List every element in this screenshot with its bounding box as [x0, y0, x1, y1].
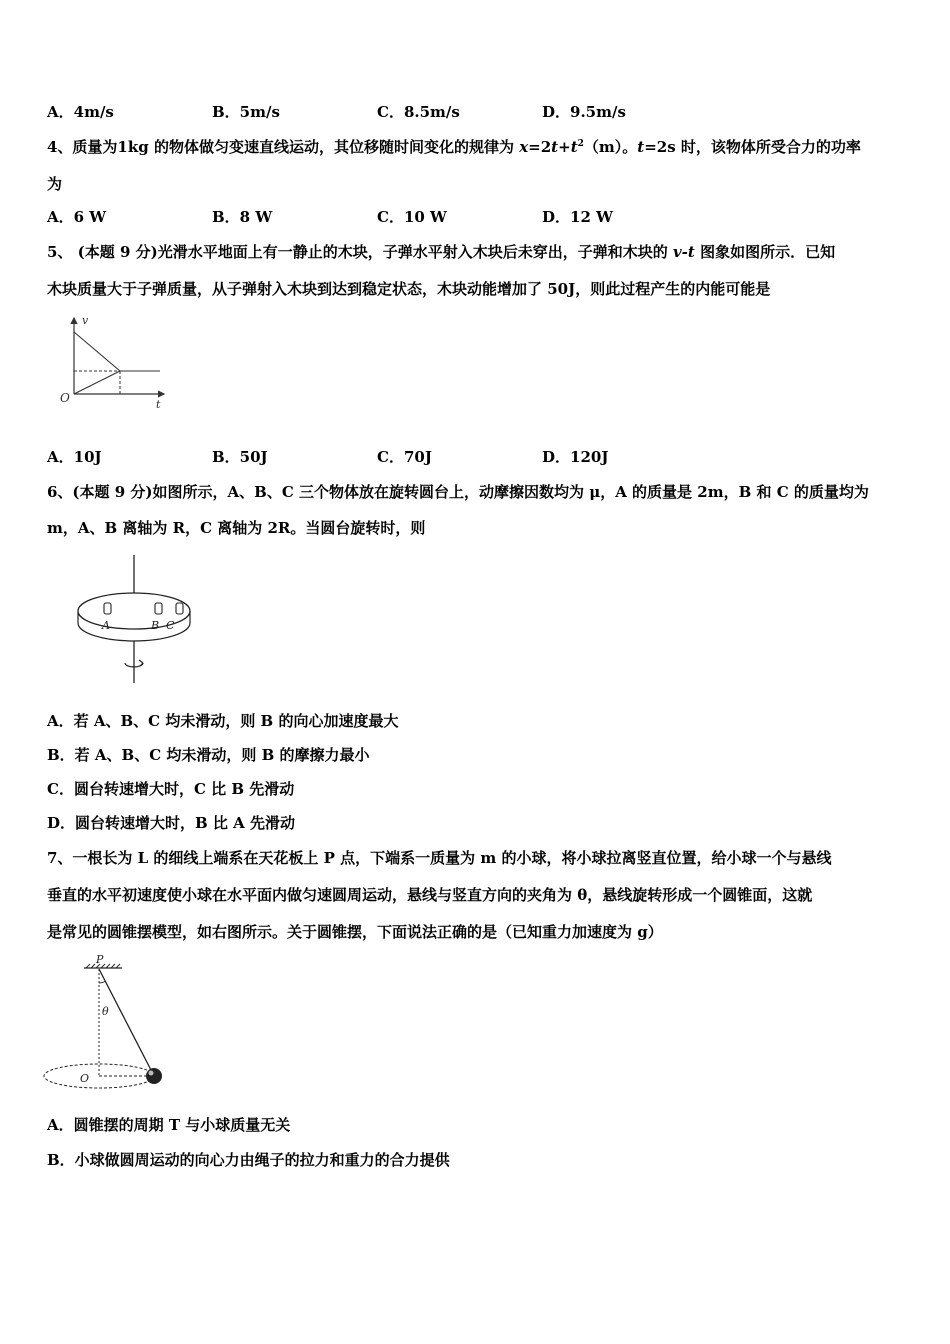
q7-option-b: B．小球做圆周运动的向心力由绳子的拉力和重力的合力提供: [47, 1151, 450, 1169]
q4-option-d: D．12 W: [542, 208, 613, 226]
q5-v-label: v: [82, 314, 89, 327]
q7-angle-arc: [99, 981, 106, 983]
q5-t-label: t: [156, 398, 161, 411]
q4-option-b: B．8 W: [212, 208, 273, 226]
q7-ball: [146, 1068, 162, 1084]
q6-label-c: C: [166, 619, 175, 632]
q7-string: [99, 969, 152, 1072]
q7-theta-label: θ: [102, 1005, 109, 1018]
q4-stem-line2: 为: [47, 175, 63, 193]
q7-conical-pendulum-figure: [40, 952, 170, 1094]
q5-vt-graph: [52, 312, 172, 412]
q3-option-a: A．4m/s: [47, 103, 114, 121]
q6-stem-line2: m，A、B 离轴为 R，C 离轴为 2R。当圆台旋转时，则: [47, 519, 426, 537]
q7-stem-line2: 垂直的水平初速度使小球在水平面内做匀速圆周运动，悬线与竖直方向的夹角为 θ，悬线旋转形成一个圆锥面，这就: [47, 886, 813, 904]
q7-stem-line3: 是常见的圆锥摆模型，如右图所示。关于圆锥摆，下面说法正确的是（已知重力加速度为 g）: [47, 923, 663, 941]
q5-o-label: O: [60, 391, 70, 405]
q4-stem-line1: 4、质量为1kg 的物体做匀变速直线运动，其位移随时间变化的规律为 $x=2t+t^2(m)$。t=2s 时，该物体所受合力的功率: [47, 138, 861, 156]
q6-option-b: B．若 A、B、C 均未滑动，则 B 的摩擦力最小: [47, 746, 370, 764]
q7-stem-line1: 7、一根长为 L 的细线上端系在天花板上 P 点，下端系一质量为 m 的小球，将小球拉离竖直位置，给小球一个与悬线: [47, 849, 832, 867]
q5-stem-line2: 木块质量大于子弹质量，从子弹射入木块到达到稳定状态，木块动能增加了 50J，则此过程产生的内能可能是: [47, 280, 771, 298]
q6-block-b: [155, 603, 162, 614]
q6-stem-line1: 6、(本题 9 分)如图所示，A、B、C 三个物体放在旋转圆台上，动摩擦因数均为 μ，A 的质量是 2m，B 和 C 的质量均为: [47, 483, 869, 501]
q5-option-c: C．70J: [377, 448, 432, 466]
q3-option-d: D．9.5m/s: [542, 103, 626, 121]
q6-option-c: C．圆台转速增大时，C 比 B 先滑动: [47, 780, 295, 798]
q5-option-d: D．120J: [542, 448, 609, 466]
q5-option-a: A．10J: [47, 448, 102, 466]
q6-label-a: A: [102, 619, 110, 632]
q7-option-a: A．圆锥摆的周期 T 与小球质量无关: [47, 1116, 291, 1134]
q5-block-line: [74, 371, 120, 394]
q6-option-d: D．圆台转速增大时，B 比 A 先滑动: [47, 814, 295, 832]
q4-option-a: A．6 W: [47, 208, 107, 226]
q3-option-b: B．5m/s: [212, 103, 280, 121]
q7-p-label: P: [96, 953, 104, 966]
q6-turntable-figure: [48, 553, 208, 688]
q5-bullet-line: [74, 332, 120, 371]
q5-option-b: B．50J: [212, 448, 268, 466]
q6-option-a: A．若 A、B、C 均未滑动，则 B 的向心加速度最大: [47, 712, 399, 730]
q3-option-c: C．8.5m/s: [377, 103, 460, 121]
q4-option-c: C．10 W: [377, 208, 447, 226]
q6-label-b: B: [151, 619, 160, 632]
q6-block-c: [176, 603, 183, 614]
q5-stem-line1: 5、 (本题 9 分)光滑水平地面上有一静止的木块，子弹水平射入木块后未穿出，子弹和木块的 v-t 图象如图所示．已知: [47, 243, 836, 261]
q6-block-a: [104, 603, 111, 614]
q7-o-label: O: [80, 1072, 90, 1085]
